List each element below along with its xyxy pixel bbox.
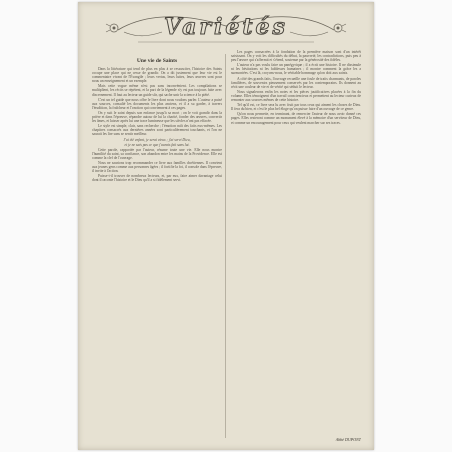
- paragraph: L'auteur n'a pas voulu faire un panégyrique ; il a écrit une histoire. Il ne dissimule ni les hésitations ni les faiblesses humaines ; il montre comment la grâce les a surmontées. C'est là, croyons-nous, le véritable hommage qu'on doit aux saints.: [231, 63, 361, 76]
- paragraph: Les pages consacrées à la fondation de la première maison sont d'un intérêt saisissant. On y voit les difficultés du début, la pauvreté, les contradictions, puis peu à peu l'œuvre qui s'affermit et s'étend, soutenue par la générosité des fidèles.: [231, 50, 361, 63]
- paragraph: Dans la littérature qui tend de plus en plus à se ressusciter, l'histoire des Saints occupe une place qui ne cesse de grandir. On a dit justement que leur vie est le commentaire vivant de l'Évangile ; leurs vertus, leurs luttes, leurs œuvres sont pour nous un enseignement et un exemple.: [92, 67, 222, 84]
- paragraph: Qu'on nous permette, en terminant, de remercier l'auteur de nous avoir donné ces pages. Elles resteront comme un monument élevé à la mémoire d'un serviteur de Dieu, et comme un encouragement pour ceux qui veulent marcher sur ses traces.: [231, 112, 361, 125]
- paragraph: Nous signalerons enfin les notes et les pièces justificatives placées à la fin du volume. Elles témoignent d'un travail consciencieux et permettent au lecteur curieux de remonter aux sources mêmes de cette histoire.: [231, 89, 361, 103]
- left-column: [92, 58, 222, 440]
- paragraph: Nous ne saurions trop recommander ce livre aux familles chrétiennes. Il convient aux jeunes gens comme aux personnes âgées ; il fortifie la foi, il console dans l'épreuve, il invite à l'action.: [92, 160, 222, 174]
- paragraph: Cette parole, rapportée par l'auteur, résume toute une vie. Elle nous montre l'humilité du saint, sa confiance, son abandon entre les mains de la Providence. Elle est comme la clef de l'ouvrage.: [92, 147, 222, 160]
- paragraph: A côté des grands faits, l'ouvrage recueille une foule de traits charmants, de paroles familières, de souvenirs pieusement conservés par les contemporains. Ils donnent au récit une couleur de vie et de vérité qui séduit le lecteur.: [231, 76, 361, 89]
- quote-line: et je ne sais pas ce que j'aurais fait sans lui.: [124, 142, 190, 147]
- paragraph: C'est un tel guide que nous offre le livre dont nous voulons parler. L'auteur a puisé aux sources, consulté les documents les plus anciens, et il a su garder, à travers l'érudition, la fraîcheur et l'onction qui conviennent à ces pages.: [92, 97, 222, 110]
- paragraph: On y suit le saint depuis son enfance jusqu'à sa mort ; on le voit grandir dans la prière et dans l'épreuve, répandre autour de lui la charité, fonder des œuvres, convertir les âmes, et laisser après lui une trace lumineuse que les siècles n'ont pas effacée.: [92, 110, 222, 124]
- section-title: Variétés: [164, 14, 288, 40]
- column-divider: [225, 54, 226, 438]
- paragraph: Le style est simple, clair, sans recherche ; l'émotion naît des faits eux-mêmes. Les chapitres consacrés aux dernières années sont particulièrement touchants, et l'on ne saurait les lire sans se sentir meilleur.: [92, 124, 222, 137]
- right-column: [231, 50, 361, 442]
- author-signature: Abbé DUPONT: [335, 436, 361, 442]
- quote-line: J'ai été enfant, je serai vieux ; j'ai servi Dieu,: [123, 137, 191, 142]
- ornamental-header: [78, 6, 374, 46]
- paragraph: Mais cette vogue même n'est pas sans inconvénient. Les compilations se multiplient, les récits se répètent, et la part de la légende n'y est pas toujours faite avec discernement. Il faut au lecteur un guide sûr, qui sache unir la science à la piété.: [92, 84, 222, 97]
- article-title: Une vie de Saints: [136, 58, 178, 64]
- newspaper-page: [78, 2, 374, 450]
- paragraph: Puisse-t-il trouver de nombreux lecteurs, et, par eux, faire aimer davantage celui dont il raconte l'histoire et le Dieu qu'il a si fidèlement servi.: [92, 174, 222, 183]
- paragraph: Tel qu'il est, ce livre sera lu avec fruit par tous ceux qui aiment les choses de Dieu. Il fera du bien, et c'est le plus bel éloge qu'on puisse faire d'un ouvrage de ce genre.: [231, 103, 361, 112]
